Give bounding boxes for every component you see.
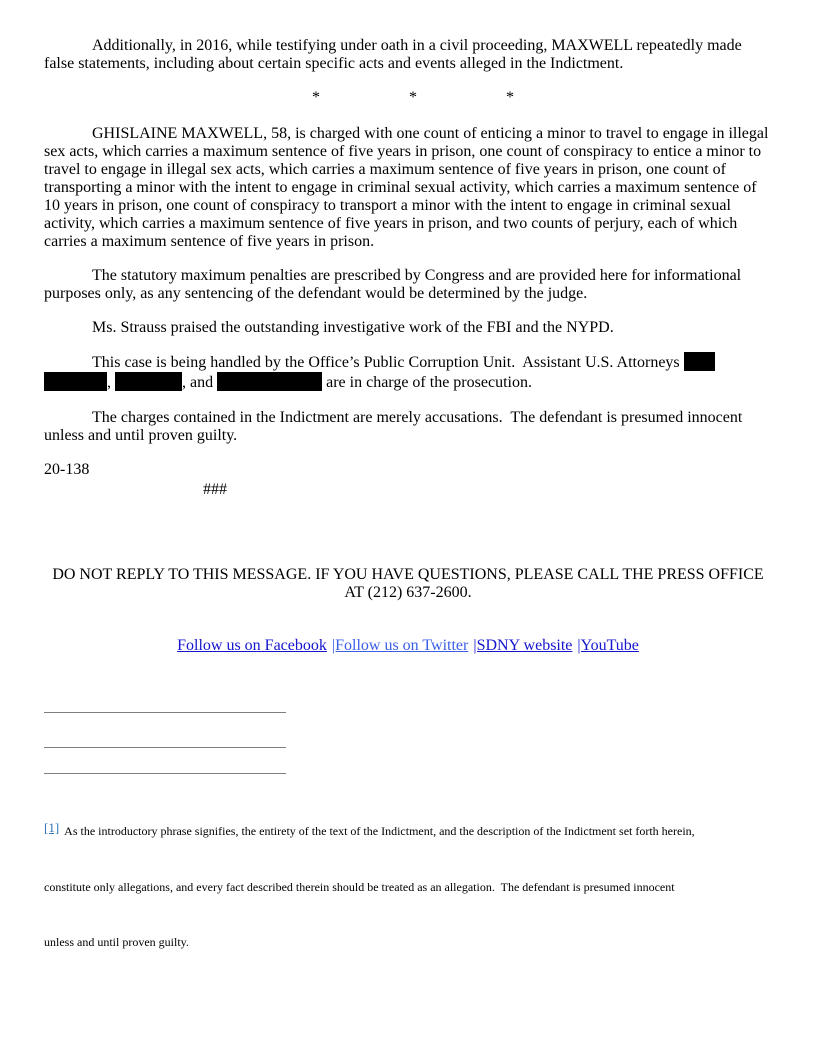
case-number: 20-138 [44,461,90,478]
paragraph-prosecution-team [44,352,772,392]
horizontal-rule-3 [44,773,286,774]
prosecution-separator: , and [182,374,218,391]
redaction-box [44,372,107,391]
footnote-text-line1: As the introductory phrase signifies, the entirety of the text of the Indictment, and the description of the Indictment set forth herein, [64,824,695,838]
prosecution-line-1 [44,352,772,372]
asterisk: * [409,89,417,106]
redaction-box [684,352,715,371]
prosecution-line-2 [44,372,772,392]
footnote-line-3: unless and until proven guilty. [44,935,189,949]
press-office-notice [44,566,772,602]
paragraph-strauss-praise: Ms. Strauss praised the outstanding investigative work of the FBI and the NYPD. [92,319,614,336]
social-links [44,637,772,655]
asterisk: * [312,89,320,106]
section-separator [44,89,772,107]
prosecution-line2-end: are in charge of the prosecution. [322,374,532,391]
paragraph-charges-summary: GHISLAINE MAXWELL, 58, is charged with one count of enticing a minor to travel to engage in illegal sex acts, which carries a maximum sentence of five years in prison, one count of conspiracy to entice a minor to travel to engage in illegal sex acts, which carries a maximum sentence of five years in prison, one count of transporting a minor with the intent to engage in criminal sexual activity, which carries a maximum sentence of 10 years in prison, one count of conspiracy to transport a minor with the intent to engage in criminal sexual activity, which carries a maximum sentence of five years in prison, and two counts of perjury, each of which carries a maximum sentence of five years in prison. [44,125,773,250]
prosecution-separator: , [107,374,115,391]
footnote-line-1 [44,822,772,841]
youtube-link[interactable]: |YouTube [577,637,639,654]
facebook-link[interactable]: Follow us on Facebook [177,637,327,654]
twitter-link[interactable]: |Follow us on Twitter [331,637,469,654]
sdny-website-link[interactable]: |SDNY website [473,637,573,654]
redaction-box [217,372,322,391]
horizontal-rule-1 [44,712,286,713]
prosecution-line1-text: This case is being handled by the Office’s Public Corruption Unit. Assistant U.S. Attorneys [92,354,684,371]
footnote-line-2: constitute only allegations, and every fact described therein should be treated as an allegation. The defendant is presumed innocent [44,879,675,894]
horizontal-rule-2 [44,747,286,748]
redaction-box [115,372,182,391]
footnote [44,785,772,989]
footnote-reference-link[interactable]: [1] [44,820,60,835]
paragraph-statutory-note: The statutory maximum penalties are prescribed by Congress and are provided here for informational purposes only, as any sentencing of the defendant would be determined by the judge. [44,267,746,302]
end-marker: ### [203,481,227,498]
press-office-notice-line2: AT (212) 637-2600. [344,584,472,601]
asterisk: * [506,89,514,106]
paragraph-presumption-of-innocence: The charges contained in the Indictment are merely accusations. The defendant is presumed innocent unless and until proven guilty. [44,409,747,444]
paragraph-maxwell-false-statements: Additionally, in 2016, while testifying under oath in a civil proceeding, MAXWELL repeatedly made false statements, including about certain specific acts and events alleged in the Indictment. [44,37,746,72]
press-office-notice-line1: DO NOT REPLY TO THIS MESSAGE. IF YOU HAVE QUESTIONS, PLEASE CALL THE PRESS OFFICE [52,566,764,583]
